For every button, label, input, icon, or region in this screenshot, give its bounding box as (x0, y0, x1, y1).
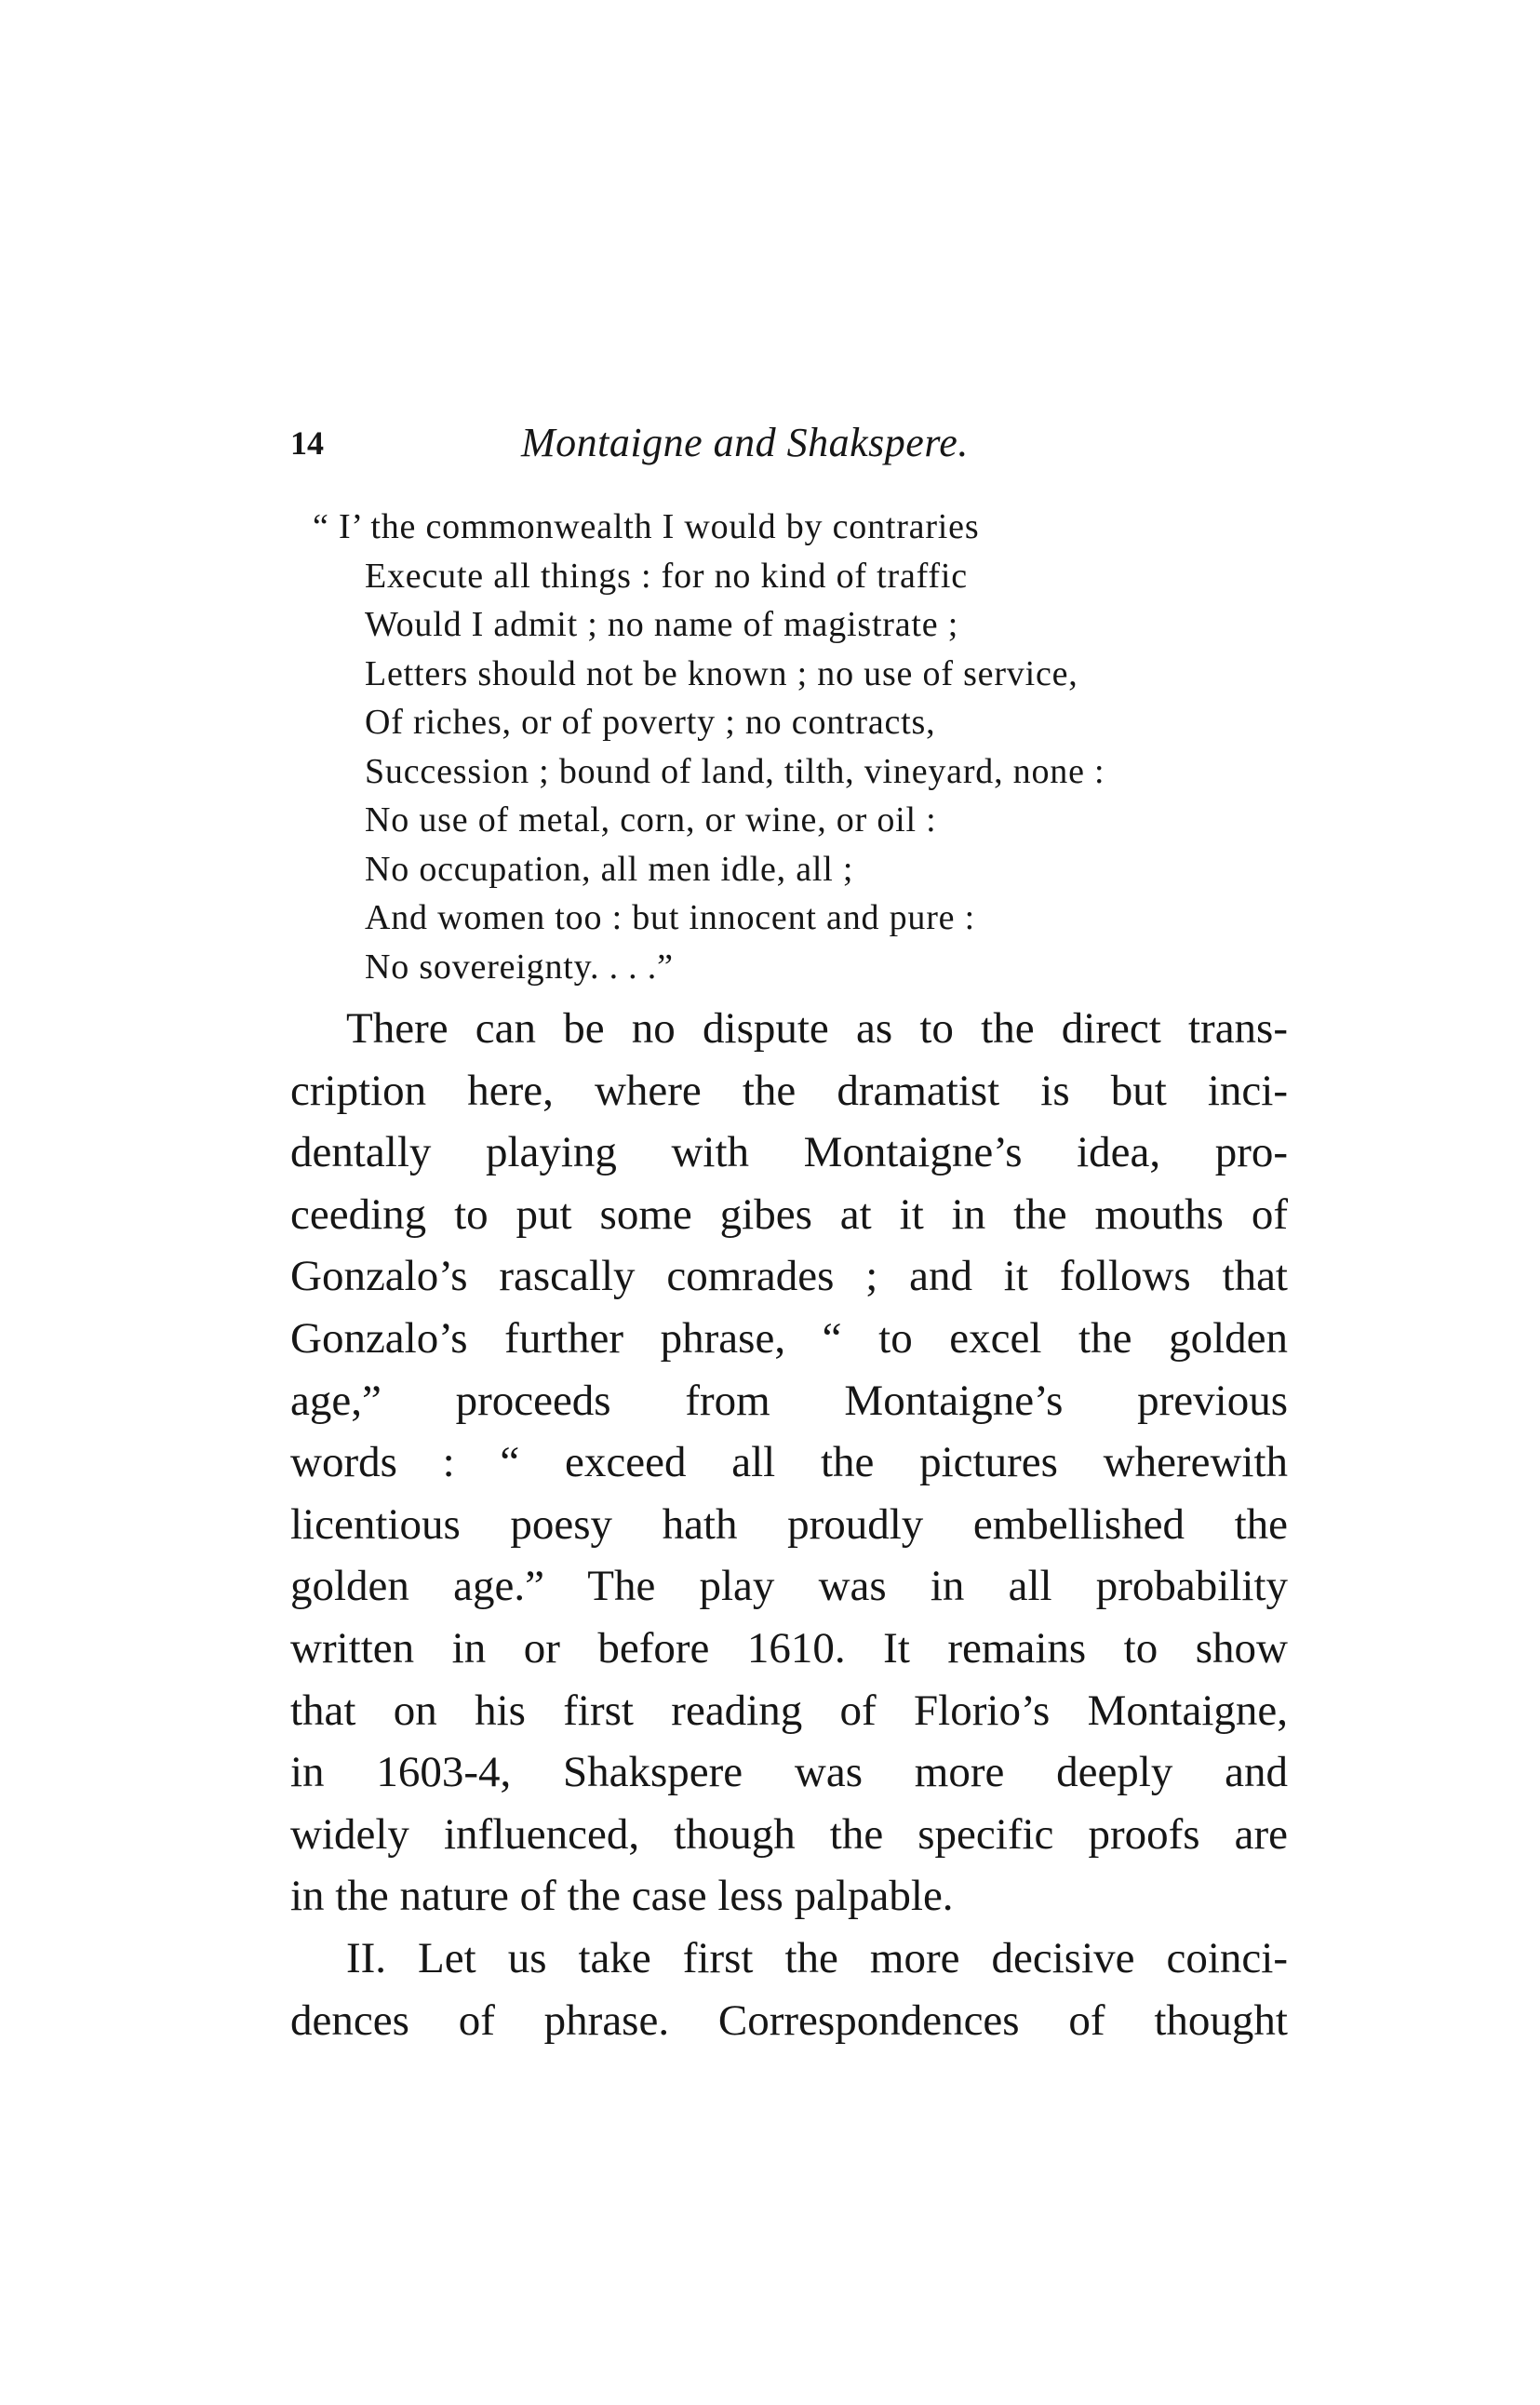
text-line: age,” proceeds from Montaigne’s previous (290, 1376, 1288, 1425)
text-line: Gonzalo’s further phrase, “ to excel the golden (290, 1313, 1288, 1363)
text-line: dentally playing with Montaigne’s idea, pro- (290, 1128, 1288, 1177)
text-line: written in or before 1610. It remains to show (290, 1623, 1288, 1673)
quote-line: “ I’ the commonwealth I would by contraries (313, 507, 980, 546)
quote-line: Letters should not be known ; no use of service, (365, 653, 1078, 693)
quote-line: No occupation, all men idle, all ; (365, 849, 854, 889)
running-head (290, 415, 1288, 471)
text-line: ceeding to put some gibes at it in the mouths of (290, 1189, 1288, 1239)
running-title: Montaigne and Shakspere. (521, 420, 969, 465)
page-number: 14 (290, 424, 324, 462)
paragraph-section-ii (290, 1928, 1288, 2051)
quote-line: Would I admit ; no name of magistrate ; (365, 605, 959, 644)
text-line: golden age.” The play was in all probability (290, 1562, 1288, 1611)
paragraph-transcription (290, 998, 1288, 1928)
text-line: licentious poesy hath proudly embellished the (290, 1499, 1288, 1549)
text-line: cription here, where the dramatist is but inci- (290, 1066, 1288, 1115)
text-line: II. Let us take first the more decisive coinci- (346, 1933, 1288, 1982)
quote-line: Execute all things : for no kind of traffic (365, 556, 968, 596)
text-line: Gonzalo’s rascally comrades ; and it follows that (290, 1252, 1288, 1301)
text-line: dences of phrase. Correspondences of thought (290, 1995, 1288, 2045)
text-line: There can be no dispute as to the direct trans- (346, 1004, 1288, 1053)
quote-line: And women too : but innocent and pure : (365, 898, 975, 937)
text-line: in 1603-4, Shakspere was more deeply and (290, 1748, 1288, 1797)
body-text (290, 998, 1288, 2051)
verse-quotation (313, 503, 1243, 991)
text-line: that on his first reading of Florio’s Montaigne, (290, 1686, 1288, 1735)
text-line: in the nature of the case less palpable. (290, 1872, 954, 1921)
quote-line: No use of metal, corn, or wine, or oil : (365, 800, 937, 840)
text-line: words : “ exceed all the pictures wherewith (290, 1438, 1288, 1487)
quote-line: Of riches, or of poverty ; no contracts, (365, 703, 936, 742)
quote-line: Succession ; bound of land, tilth, vineyard, none : (365, 751, 1105, 791)
quote-line: No sovereignty. . . .” (365, 947, 674, 987)
text-line: widely influenced, though the specific proofs are (290, 1809, 1288, 1859)
